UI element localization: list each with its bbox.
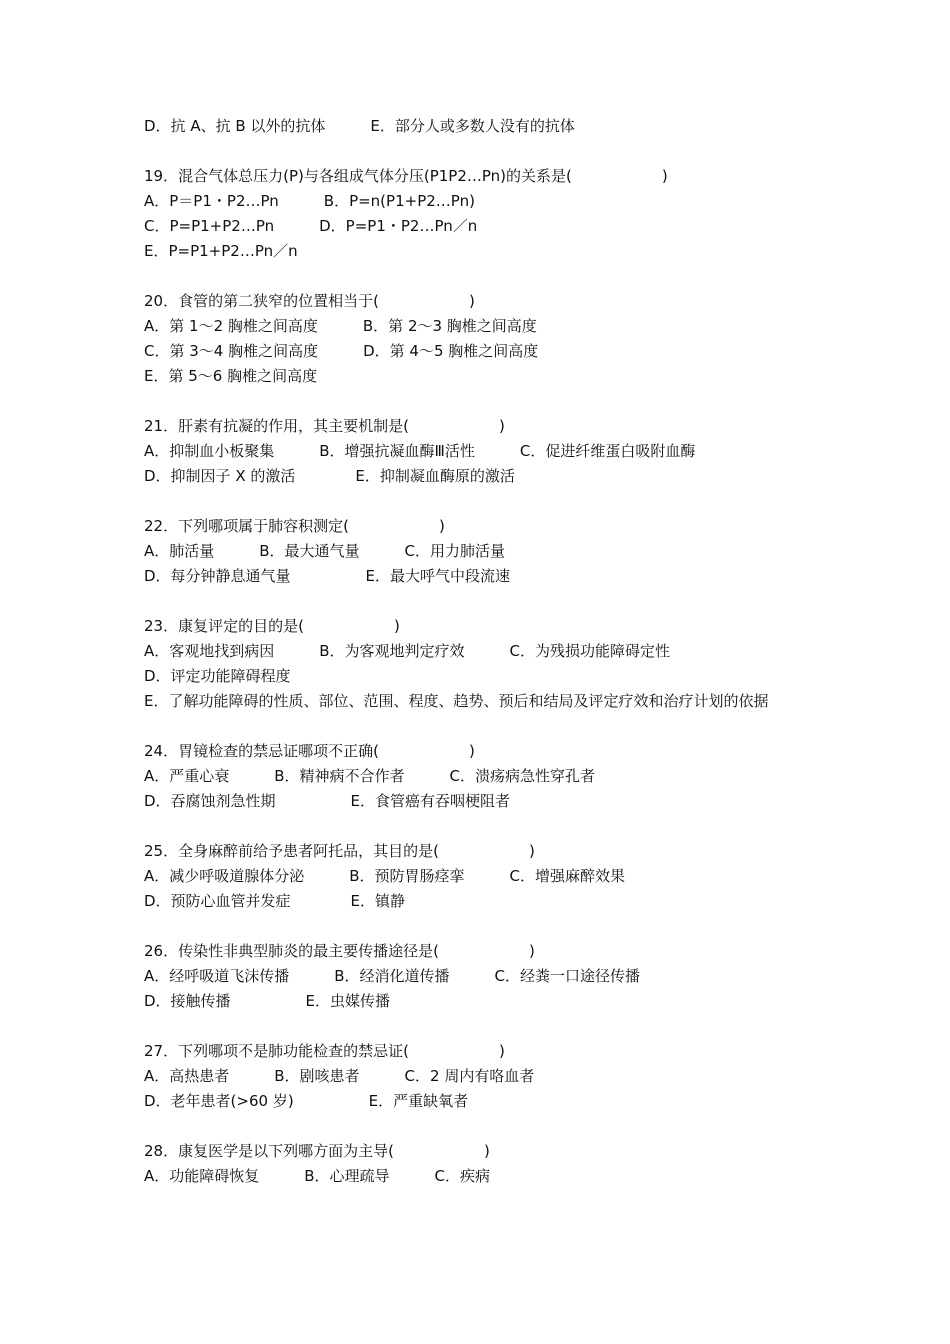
answer-options: A．客观地找到病因 B．为客观地判定疗效 C．为残损功能障碍定性 — [144, 642, 671, 660]
answer-options: D．老年患者(>60 岁) E．严重缺氧者 — [144, 1092, 469, 1110]
answer-options: D．抑制因子 X 的激活 E．抑制凝血酶原的激活 — [144, 467, 515, 485]
answer-options: A．P＝P1・P2…Pn B．P=n(P1+P2…Pn) — [144, 192, 475, 210]
question-stem: 21．肝素有抗凝的作用，其主要机制是( ) — [144, 417, 505, 435]
answer-options: D．抗 A、抗 B 以外的抗体 E．部分人或多数人没有的抗体 — [144, 117, 575, 135]
blank-line — [144, 914, 824, 939]
answer-options: C．P=P1+P2…Pn D．P=P1・P2…Pn／n — [144, 217, 478, 235]
answer-options: E．第 5～6 胸椎之间高度 — [144, 367, 318, 385]
blank-line — [144, 489, 824, 514]
answer-options: D．每分钟静息通气量 E．最大呼气中段流速 — [144, 567, 511, 585]
answer-options: A．功能障碍恢复 B．心理疏导 C．疾病 — [144, 1167, 491, 1185]
answer-options: D．接触传播 E．虫媒传播 — [144, 992, 391, 1010]
answer-options: E．了解功能障碍的性质、部位、范围、程度、趋势、预后和结局及评定疗效和治疗计划的依据 — [144, 692, 769, 710]
answer-options: A．严重心衰 B．精神病不合作者 C．溃疡病急性穿孔者 — [144, 767, 596, 785]
answer-options: A．抑制血小板聚集 B．增强抗凝血酶Ⅲ活性 C．促进纤维蛋白吸附血酶 — [144, 442, 696, 460]
blank-line — [144, 814, 824, 839]
answer-options: A．经呼吸道飞沫传播 B．经消化道传播 C．经粪一口途径传播 — [144, 967, 641, 985]
question-stem: 24．胃镜检查的禁忌证哪项不正确( ) — [144, 742, 475, 760]
exam-text — [144, 114, 824, 1189]
answer-options: D．吞腐蚀剂急性期 E．食管癌有吞咽梗阻者 — [144, 792, 511, 810]
blank-line — [144, 589, 824, 614]
blank-line — [144, 1014, 824, 1039]
answer-options: C．第 3～4 胸椎之间高度 D．第 4～5 胸椎之间高度 — [144, 342, 539, 360]
question-stem: 20．食管的第二狭窄的位置相当于( ) — [144, 292, 475, 310]
blank-line — [144, 264, 824, 289]
question-stem: 26．传染性非典型肺炎的最主要传播途径是( ) — [144, 942, 535, 960]
question-stem: 25．全身麻醉前给予患者阿托品，其目的是( ) — [144, 842, 535, 860]
blank-line — [144, 714, 824, 739]
answer-options: A．肺活量 B．最大通气量 C．用力肺活量 — [144, 542, 506, 560]
question-stem: 23．康复评定的目的是( ) — [144, 617, 400, 635]
answer-options: E．P=P1+P2…Pn／n — [144, 242, 298, 260]
question-stem: 27．下列哪项不是肺功能检查的禁忌证( ) — [144, 1042, 505, 1060]
answer-options: A．第 1～2 胸椎之间高度 B．第 2～3 胸椎之间高度 — [144, 317, 537, 335]
blank-line — [144, 139, 824, 164]
question-stem: 28．康复医学是以下列哪方面为主导( ) — [144, 1142, 490, 1160]
question-stem: 22．下列哪项属于肺容积测定( ) — [144, 517, 445, 535]
answer-options: D．评定功能障碍程度 — [144, 667, 291, 685]
blank-line — [144, 389, 824, 414]
question-stem: 19．混合气体总压力(P)与各组成气体分压(P1P2…Pn)的关系是( ) — [144, 167, 668, 185]
blank-line — [144, 1114, 824, 1139]
answer-options: A．高热患者 B．剧咳患者 C．2 周内有咯血者 — [144, 1067, 535, 1085]
answer-options: A．减少呼吸道腺体分泌 B．预防胃肠痉挛 C．增强麻醉效果 — [144, 867, 626, 885]
answer-options: D．预防心血管并发症 E．镇静 — [144, 892, 406, 910]
